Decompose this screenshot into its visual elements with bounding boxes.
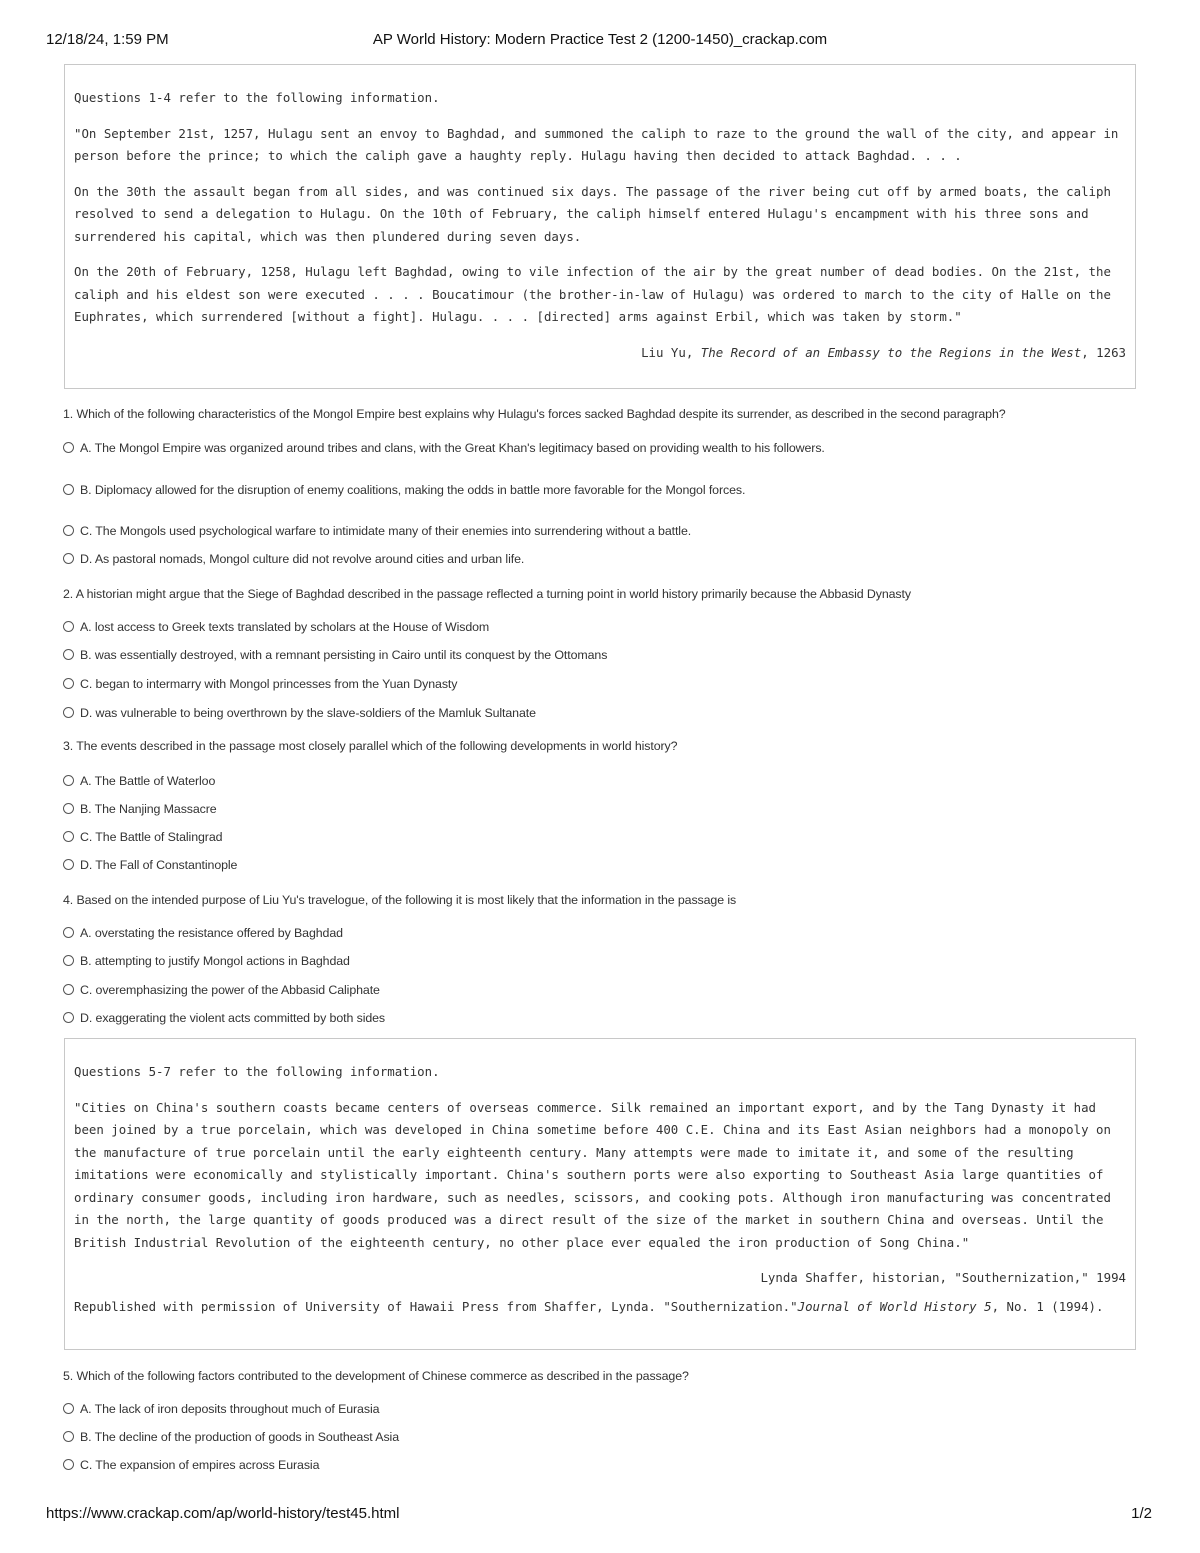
answer-option[interactable] [63,619,840,635]
citation-author: Liu Yu, [641,344,701,360]
radio-button[interactable] [63,775,74,786]
option-label: C. The Mongols used psychological warfare to intimidate many of their enemies into surrendering without a battle. [80,524,692,538]
answer-option[interactable] [63,801,840,817]
radio-button[interactable] [63,1431,74,1442]
radio-button[interactable] [63,442,74,453]
passage-box-2 [64,1038,1136,1350]
answer-option[interactable] [63,773,840,789]
answer-option[interactable] [63,523,840,539]
question-4: 4. Based on the intended purpose of Liu Yu's travelogue, of the following it is most likely that the information in the passage is [63,893,737,907]
option-label: D. was vulnerable to being overthrown by the slave-soldiers of the Mamluk Sultanate [80,706,536,720]
question-5: 5. Which of the following factors contributed to the development of Chinese commerce as described in the passage? [63,1369,689,1383]
radio-button[interactable] [63,1403,74,1414]
radio-button[interactable] [63,1459,74,1470]
passage-paragraph: On the 30th the assault began from all sides, and was continued six days. The passage of the river being cut off by armed boats, the caliph resolved to send a delegation to Hulagu. On the 10th of February, the caliph himself entered Hulagu's encampment with his three sons and surrendered his capital, which was then plundered during seven days. [74,183,1111,244]
answer-option[interactable] [63,676,840,692]
question-1: 1. Which of the following characteristics of the Mongol Empire best explains why Hulagu's forces sacked Baghdad despite its surrender, as described in the second paragraph? [63,407,1006,421]
radio-button[interactable] [63,984,74,995]
question-3: 3. The events described in the passage most closely parallel which of the following developments in world history? [63,739,678,753]
answer-option[interactable] [63,482,840,498]
option-label: B. The decline of the production of goods in Southeast Asia [80,1430,400,1444]
option-label: B. Diplomacy allowed for the disruption of enemy coalitions, making the odds in battle more favorable for the Mongol forces. [80,483,746,497]
radio-button[interactable] [63,1012,74,1023]
option-label: A. lost access to Greek texts translated by scholars at the House of Wisdom [80,620,490,634]
radio-button[interactable] [63,955,74,966]
radio-button[interactable] [63,484,74,495]
citation-work: The Record of an Embassy to the Regions in the West [700,344,1082,360]
radio-button[interactable] [63,621,74,632]
radio-button[interactable] [63,649,74,660]
option-label: A. The Mongol Empire was organized around tribes and clans, with the Great Khan's legitimacy based on providing wealth to his followers. [80,441,825,455]
option-label: A. The lack of iron deposits throughout much of Eurasia [80,1402,380,1416]
radio-button[interactable] [63,803,74,814]
passage-box-1 [64,64,1136,389]
radio-button[interactable] [63,678,74,689]
citation-year: , 1263 [1081,344,1126,360]
radio-button[interactable] [63,553,74,564]
question-2: 2. A historian might argue that the Siege of Baghdad described in the passage reflected a turning point in world history primarily because the Abbasid Dynasty [63,587,911,601]
page-number: 1/2 [1131,1505,1152,1522]
option-label: B. The Nanjing Massacre [80,802,217,816]
print-datetime: 12/18/24, 1:59 PM [46,31,169,48]
option-label: B. attempting to justify Mongol actions in Baghdad [80,954,350,968]
answer-option[interactable] [63,440,840,456]
radio-button[interactable] [63,927,74,938]
passage-citation: Lynda Shaffer, historian, "Southernization," 1994 [760,1270,1126,1285]
answer-option[interactable] [63,953,840,969]
option-label: C. began to intermarry with Mongol princesses from the Yuan Dynasty [80,677,458,691]
answer-option[interactable] [63,705,840,721]
answer-option[interactable] [63,1010,840,1026]
answer-option[interactable] [63,1457,840,1473]
note-suffix: , No. 1 (1994). [991,1298,1104,1314]
radio-button[interactable] [63,859,74,870]
option-label: D. As pastoral nomads, Mongol culture did not revolve around cities and urban life. [80,552,525,566]
permission-note [74,1296,1126,1319]
passage-paragraph: On the 20th of February, 1258, Hulagu left Baghdad, owing to vile infection of the air by the great number of dead bodies. On the 21st, the caliph and his eldest son were executed . . . . Boucatimour (the brother-in-law of Hulagu) was ordered to march to the city of Halle on the Euphrates, which surrendered [without a fight]. Hulagu. . . . [directed] arms against Erbil, which was taken by storm." [74,264,1111,324]
option-label: A. overstating the resistance offered by Baghdad [80,926,343,940]
answer-option[interactable] [63,982,840,998]
option-label: C. The Battle of Stalingrad [80,830,223,844]
radio-button[interactable] [63,831,74,842]
passage-paragraph: "On September 21st, 1257, Hulagu sent an envoy to Baghdad, and summoned the caliph to raze to the ground the wall of the city, and appear in person before the prince; to which the caliph gave a haughty reply. Hulagu having then decided to attack Baghdad. . . . [74,125,1119,163]
option-label: D. exaggerating the violent acts committed by both sides [80,1011,386,1025]
answer-option[interactable] [63,857,840,873]
option-label: B. was essentially destroyed, with a remnant persisting in Cairo until its conquest by the Ottomans [80,648,608,662]
option-label: C. The expansion of empires across Eurasia [80,1458,320,1472]
page-title: AP World History: Modern Practice Test 2 (1200-1450)_crackap.com [372,31,828,48]
passage-paragraph: "Cities on China's southern coasts became centers of overseas commerce. Silk remained an important export, and by the Tang Dynasty it had been joined by a true porcelain, which was developed in China sometime before 400 C.E. China and its East Asian neighbors had a monopoly on the manufacture of true porcelain until the early eighteenth century. Many attempts were made to imitate it, and some of the resulting imitations were economically and stylistically important. China's southern ports were also exporting to Southeast Asia large quantities of ordinary consumer goods, including iron hardware, such as needles, scissors, and cooking pots. Although iron manufacturing was concentrated in the north, the large quantity of goods produced was a direct result of the size of the market in southern China and overseas. Until the British Industrial Revolution of the eighteenth century, no other place ever equaled the iron production of Song China." [74,1099,1111,1250]
answer-option[interactable] [63,647,840,663]
answer-option[interactable] [63,1429,840,1445]
radio-button[interactable] [63,707,74,718]
answer-option[interactable] [63,829,840,845]
answer-option[interactable] [63,1401,840,1417]
note-prefix: Republished with permission of University of Hawaii Press from Shaffer, Lynda. "Southernization." [74,1298,798,1314]
passage-citation [74,342,1126,365]
note-journal: Journal of World History 5 [797,1298,992,1314]
answer-option[interactable] [63,925,840,941]
radio-button[interactable] [63,525,74,536]
footer-url: https://www.crackap.com/ap/world-history/test45.html [46,1505,400,1522]
option-label: C. overemphasizing the power of the Abbasid Caliphate [80,983,380,997]
option-label: D. The Fall of Constantinople [80,858,238,872]
answer-option[interactable] [63,551,840,567]
passage-intro: Questions 5-7 refer to the following information. [74,1064,440,1079]
passage-intro: Questions 1-4 refer to the following information. [74,90,440,105]
option-label: A. The Battle of Waterloo [80,774,216,788]
